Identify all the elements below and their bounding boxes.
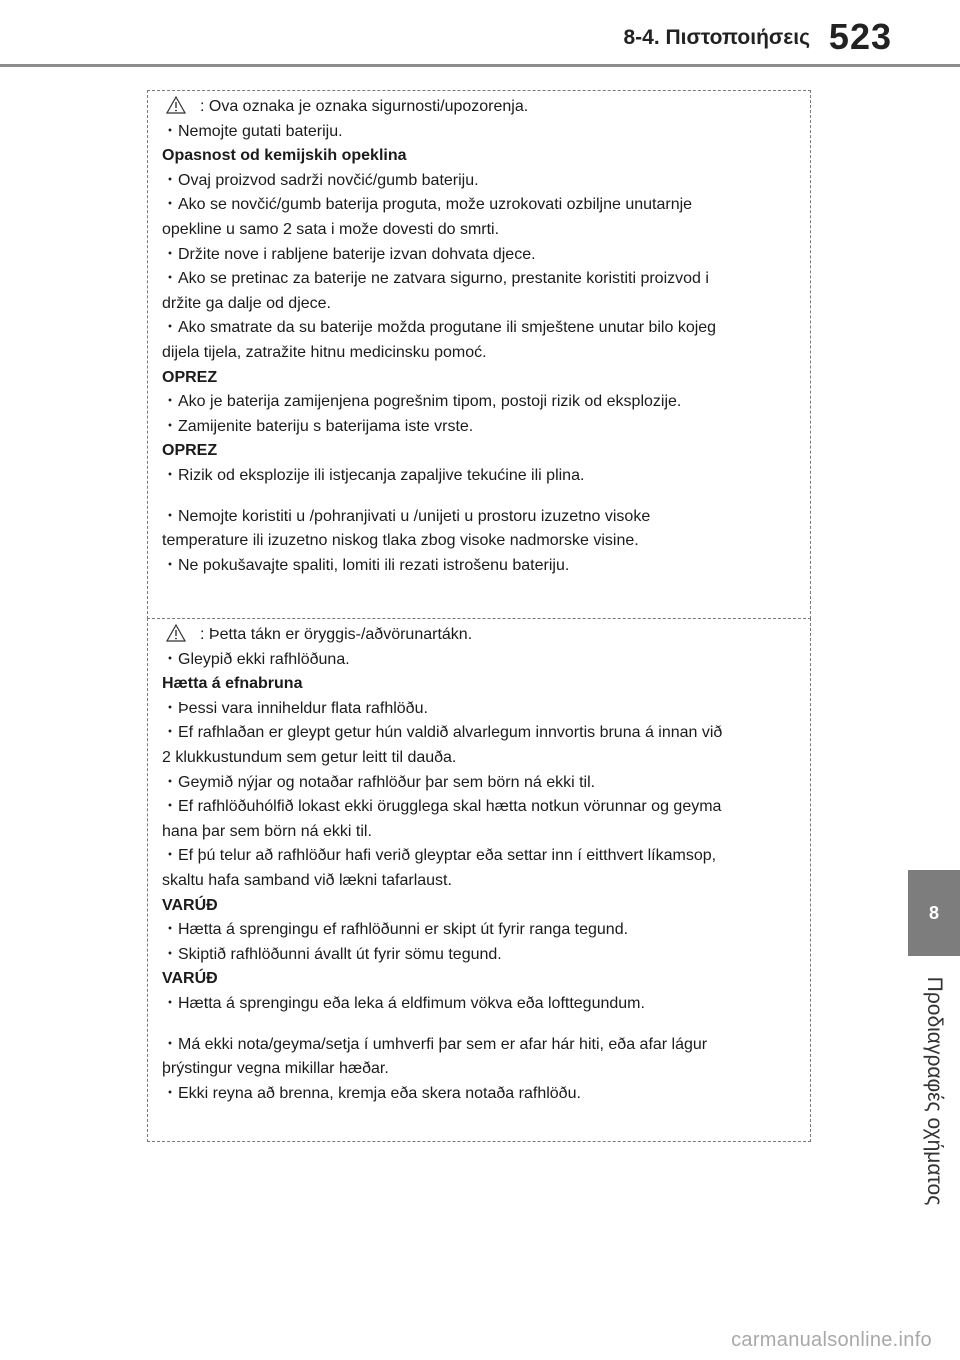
text-line: ・Hætta á sprengingu ef rafhlöðunni er skipt út fyrir ranga tegund. — [162, 921, 629, 939]
text-line: ・Hætta á sprengingu eða leka á eldfimum vökva eða lofttegundum. — [162, 994, 645, 1012]
text-line: ・Skiptið rafhlöðunni ávallt út fyrir sömu tegund. — [162, 945, 502, 963]
text-line: ・Þessi vara inniheldur flata rafhlöðu. — [162, 699, 428, 717]
text-line: opekline u samo 2 sata i može dovesti do smrti. — [162, 220, 500, 238]
text-line: ・Má ekki nota/geyma/setja í umhverfi þar sem er afar hár hiti, eða afar lágur — [162, 1035, 708, 1053]
text-line: ・Zamijenite bateriju s baterijama iste vrste. — [162, 417, 474, 435]
section-title: 8-4. Πιστοποιήσεις — [623, 26, 810, 49]
chapter-title: Προδιαγραφές οχήματος — [923, 976, 946, 1206]
chapter-title-wrap — [908, 966, 960, 1216]
text-line: dijela tijela, zatražite hitnu medicinsku pomoć. — [162, 343, 487, 361]
croatian-text — [162, 95, 804, 578]
caution-heading: VARÚÐ — [162, 896, 218, 914]
text-line: ・Nemojte koristiti u /pohranjivati u /unijeti u prostoru izuzetno visoke — [162, 507, 651, 525]
text-line: : Ova oznaka je oznaka sigurnosti/upozorenja. — [200, 98, 529, 115]
caution-heading: OPREZ — [162, 442, 218, 460]
text-line: ・Gleypið ekki rafhlöðuna. — [162, 650, 350, 668]
text-line: ・Ne pokušavajte spaliti, lomiti ili rezati istrošenu bateriju. — [162, 556, 570, 574]
watermark: carmanualsonline.info — [731, 1329, 932, 1351]
page-number: 523 — [828, 16, 892, 57]
icelandic-warning-box — [147, 618, 811, 1142]
caution-heading: OPREZ — [162, 368, 218, 386]
text-line: temperature ili izuzetno niskog tlaka zbog visoke nadmorske visine. — [162, 532, 639, 550]
text-line: 2 klukkustundum sem getur leitt til dauða. — [162, 748, 457, 766]
page-header — [0, 0, 960, 72]
text-line: ・Ovaj proizvod sadrži novčić/gumb bateriju. — [162, 171, 479, 189]
text-line: držite ga dalje od djece. — [162, 294, 331, 312]
section-heading: Opasnost od kemijskih opeklina — [162, 147, 407, 165]
text-line: hana þar sem börn ná ekki til. — [162, 822, 372, 840]
text-line: : Þetta tákn er öryggis-/aðvörunartákn. — [200, 626, 473, 643]
icelandic-text — [162, 623, 804, 1106]
warning-triangle-icon — [166, 96, 186, 114]
text-line: ・Ekki reyna að brenna, kremja eða skera notaða rafhlöðu. — [162, 1084, 581, 1102]
warning-symbol-line — [162, 95, 804, 120]
text-line: ・Geymið nýjar og notaðar rafhlöður þar sem börn ná ekki til. — [162, 773, 596, 791]
text-line: ・Ako je baterija zamijenjena pogrešnim tipom, postoji rizik od eksplozije. — [162, 393, 682, 411]
text-line: ・Držite nove i rabljene baterije izvan dohvata djece. — [162, 245, 536, 263]
text-line: ・Ako se novčić/gumb baterija proguta, može uzrokovati ozbiljne unutarnje — [162, 196, 693, 214]
text-line: ・Ef rafhlaðan er gleypt getur hún valdið alvarlegum innvortis bruna á innan við — [162, 724, 723, 742]
chapter-tab — [908, 870, 960, 956]
warning-symbol-line — [162, 623, 804, 648]
header-rule — [0, 64, 960, 67]
text-line: skaltu hafa samband við lækni tafarlaust. — [162, 871, 452, 889]
text-line: þrýstingur vegna mikillar hæðar. — [162, 1060, 389, 1078]
text-line: ・Ef rafhlöðuhólfið lokast ekki örugglega skal hætta notkun vörunnar og geyma — [162, 798, 722, 816]
text-line: ・Nemojte gutati bateriju. — [162, 122, 343, 140]
text-line: ・Ako se pretinac za baterije ne zatvara sigurno, prestanite koristiti proizvod i — [162, 270, 709, 288]
caution-heading: VARÚÐ — [162, 970, 218, 988]
section-heading: Hætta á efnabruna — [162, 675, 303, 693]
text-line: ・Ef þú telur að rafhlöður hafi verið gleyptar eða settar inn í eitthvert líkamsop, — [162, 847, 717, 865]
warning-triangle-icon — [166, 624, 186, 642]
text-line: ・Rizik od eksplozije ili istjecanja zapaljive tekućine ili plina. — [162, 466, 585, 484]
text-line: ・Ako smatrate da su baterije možda progutane ili smještene unutar bilo kojeg — [162, 319, 717, 337]
croatian-warning-box — [147, 90, 811, 619]
chapter-number: 8 — [928, 903, 939, 923]
